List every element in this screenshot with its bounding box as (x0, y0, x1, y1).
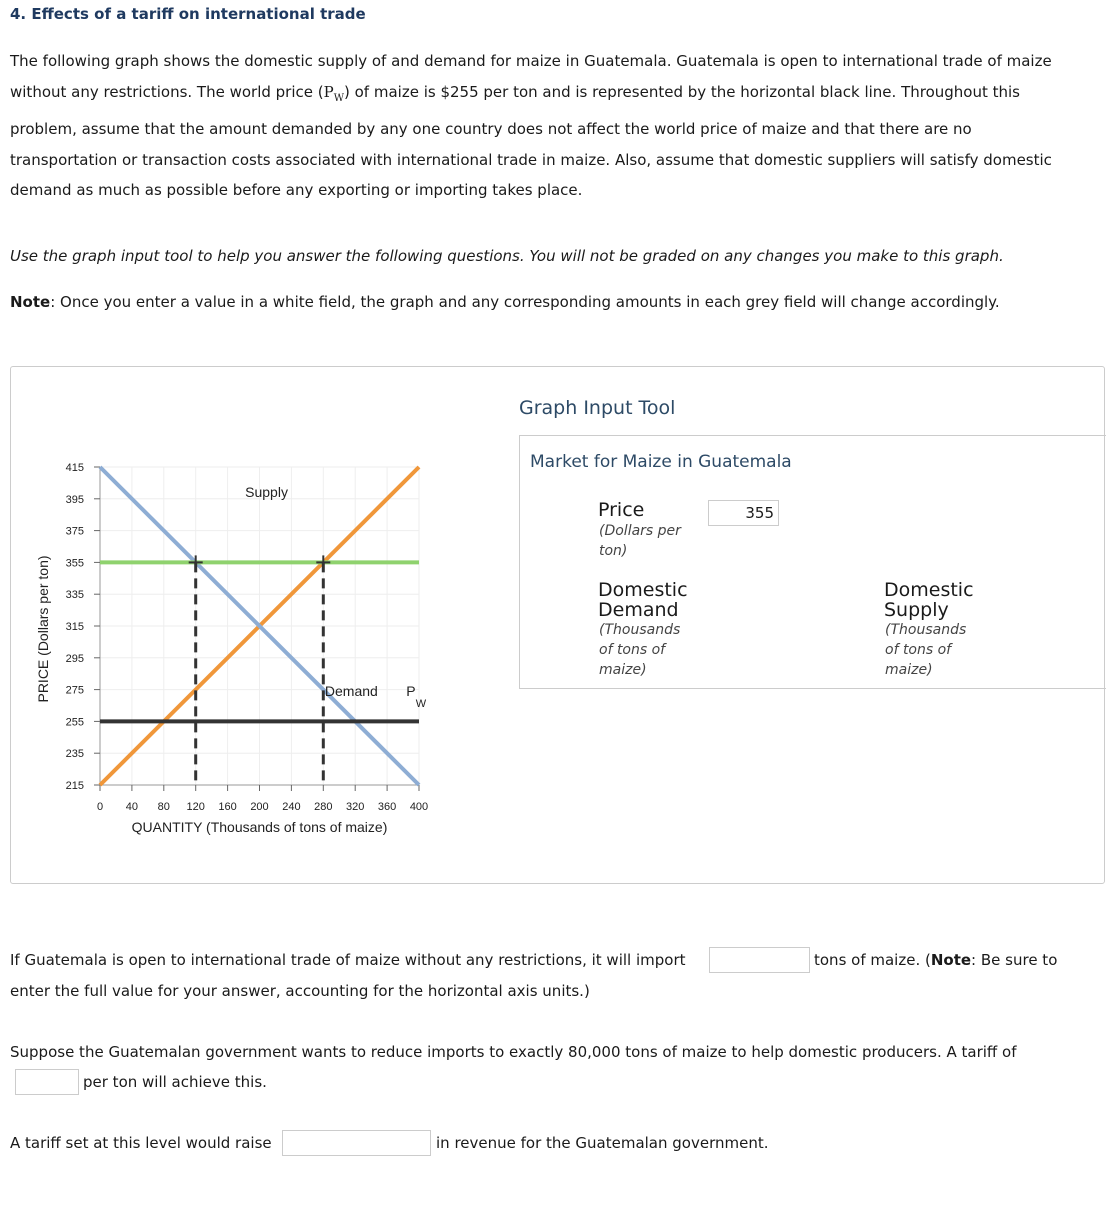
x-tick-label: 360 (377, 801, 397, 813)
note-text: : Once you enter a value in a white field, the graph and any corresponding amounts in each grey field will change accordingly. (50, 293, 1000, 311)
q1-note-bold: Note (930, 951, 972, 969)
price-label-text: Price (598, 499, 645, 521)
intro-line: problem, assume that the amount demanded by any one country does not affect the world price of maize and that there are no (10, 120, 972, 138)
note (10, 293, 1000, 311)
x-tick-label: 120 (186, 801, 205, 813)
supply-unit-line: of tons of (885, 642, 952, 658)
q1-text: If Guatemala is open to international trade of maize without any restrictions, it will import (10, 951, 686, 969)
demand-unit (599, 620, 680, 680)
y-axis-label: PRICE (Dollars per ton) (35, 555, 51, 703)
instructions: Use the graph input tool to help you answer the following questions. You will not be graded on any changes you make to this graph. (10, 247, 1004, 265)
intro-line: transportation or transaction costs associated with international trade in maize. Also, assume that domestic suppliers will satisfy domestic (10, 150, 1052, 169)
demand-unit-line: maize) (599, 662, 647, 678)
y-tick-label: 415 (65, 462, 84, 474)
q2-text: Suppose the Guatemalan government wants to reduce imports to exactly 80,000 tons of maize to help domestic producers. A tariff of (10, 1043, 1017, 1061)
page-title: 4. Effects of a tariff on international trade (10, 5, 366, 23)
note-bold: Note (10, 293, 51, 311)
supply-label-line: Supply (884, 599, 949, 621)
y-tick-label: 275 (65, 684, 84, 697)
graph-input-tool-box (519, 435, 1106, 689)
y-tick-label: 315 (65, 621, 84, 633)
x-tick-label: 320 (346, 801, 365, 813)
y-tick-label: 335 (65, 589, 84, 602)
y-tick-label: 355 (65, 557, 84, 570)
price-unit (599, 521, 681, 561)
x-axis-label: QUANTITY (Thousands of tons of maize) (131, 819, 388, 835)
supply-unit-line: maize) (885, 662, 933, 678)
supply-unit-line: (Thousands (885, 622, 967, 638)
supply-demand-chart[interactable] (11, 367, 511, 885)
pw-letter: P (323, 82, 334, 101)
price-unit-line: (Dollars per (599, 523, 681, 539)
world-price-symbol (323, 82, 344, 104)
q1-line2: enter the full value for your answer, accounting for the horizontal axis units.) (10, 982, 590, 1000)
intro-paragraph (10, 46, 1080, 206)
demand-label: Demand (324, 682, 378, 699)
q1-post-text: tons of maize. ( (814, 951, 931, 969)
y-tick-label: 395 (65, 493, 84, 506)
intro-line-text: ) of maize is $255 per ton and is represented by the horizontal black line. Throughout this (344, 82, 1020, 101)
demand-unit-line: (Thousands (599, 622, 681, 638)
q3-text-post: in revenue for the Guatemalan government. (436, 1134, 769, 1152)
intro-line (10, 77, 1080, 115)
y-tick-label: 375 (65, 525, 84, 538)
imports-answer-input[interactable] (709, 947, 810, 973)
pw-subscript: W (333, 92, 344, 104)
price-label (598, 500, 644, 520)
y-tick-label: 215 (65, 780, 84, 792)
domestic-supply-label (884, 580, 974, 620)
price-unit-line: ton) (599, 543, 628, 559)
x-tick-label: 0 (96, 801, 104, 813)
world-price-label: P (406, 682, 416, 699)
x-tick-label: 240 (282, 801, 301, 813)
y-tick-label: 255 (65, 716, 84, 729)
graph-panel (10, 366, 1105, 884)
x-tick-label: 160 (218, 801, 237, 813)
intro-line: The following graph shows the domestic supply of and demand for maize in Guatemala. Guatemala is open to international trade of maize (10, 52, 1052, 70)
y-tick-label: 235 (65, 748, 84, 761)
tariff-answer-input[interactable] (15, 1069, 79, 1095)
price-input[interactable] (708, 500, 779, 526)
x-tick-label: 400 (409, 801, 429, 813)
world-price-subscript: W (415, 698, 427, 711)
supply-unit (885, 620, 966, 680)
y-tick-label: 295 (65, 652, 84, 665)
supply-label-line: Domestic (884, 579, 974, 601)
x-tick-label: 200 (250, 801, 269, 813)
q1-post-text: : Be sure to (971, 951, 1058, 969)
demand-unit-line: of tons of (599, 642, 666, 658)
x-tick-label: 80 (157, 801, 170, 813)
q3-text: A tariff set at this level would raise (10, 1134, 272, 1152)
graph-input-tool-title: Graph Input Tool (519, 397, 676, 419)
q1-text-post (814, 945, 1057, 976)
intro-line: demand as much as possible before any exporting or importing takes place. (10, 181, 583, 199)
x-tick-label: 280 (314, 801, 333, 813)
supply-label: Supply (245, 484, 288, 501)
revenue-answer-input[interactable] (282, 1130, 431, 1156)
x-tick-label: 40 (125, 801, 139, 813)
q2-text-post: per ton will achieve this. (83, 1073, 267, 1091)
market-title: Market for Maize in Guatemala (530, 452, 792, 472)
demand-label-line: Demand (598, 599, 679, 621)
demand-label-line: Domestic (598, 579, 688, 601)
domestic-demand-label (598, 580, 688, 620)
intro-line-text: without any restrictions. The world price ( (10, 82, 324, 101)
